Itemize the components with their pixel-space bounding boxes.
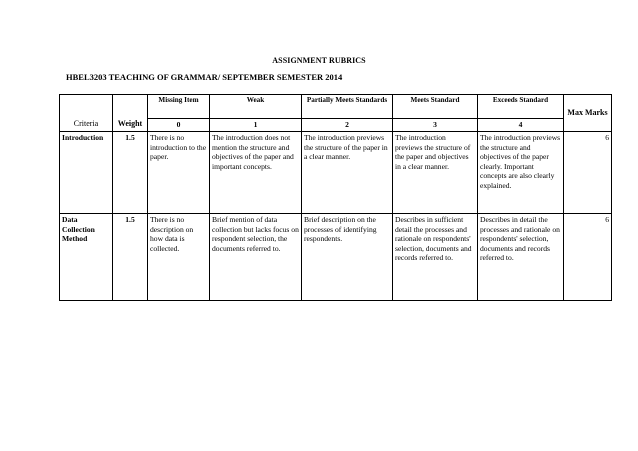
header-row: [60, 95, 612, 119]
rubric-table: [59, 94, 612, 301]
level-cell-3: The introduction previews the structure of the paper and objectives in a clear manner.: [393, 132, 478, 214]
level-cell-1: The introduction does not mention the structure and objectives of the paper and important concepts.: [210, 132, 302, 214]
level-header-missing-item: Missing Item: [148, 95, 210, 119]
document-subtitle: HBEL3203 TEACHING OF GRAMMAR/ SEPTEMBER SEMESTER 2014: [66, 72, 343, 82]
criteria-cell: Data Collection Method: [60, 214, 113, 301]
level-cell-2: The introduction previews the structure of the paper in a clear manner.: [302, 132, 393, 214]
criteria-cell: Introduction: [60, 132, 113, 214]
level-header-weak: Weak: [210, 95, 302, 119]
level-score-2: 2: [302, 119, 393, 132]
level-cell-4: The introduction previews the structure and objectives of the paper clearly. Important concepts are also clearly explained.: [478, 132, 564, 214]
level-cell-0: There is no description on how data is collected.: [148, 214, 210, 301]
max-marks-cell: 6: [564, 214, 612, 301]
level-header-exceeds-standard: Exceeds Standard: [478, 95, 564, 119]
level-header-meets-standard: Meets Standard: [393, 95, 478, 119]
level-score-1: 1: [210, 119, 302, 132]
weight-cell: 1.5: [113, 214, 148, 301]
level-header-partially-meets: Partially Meets Standards: [302, 95, 393, 119]
weight-cell: 1.5: [113, 132, 148, 214]
weight-header: Weight: [113, 95, 148, 132]
level-cell-3: Describes in sufficient detail the processes and rationale on respondents' selection, documents and records referred to.: [393, 214, 478, 301]
table-row: [60, 132, 612, 214]
table-row: [60, 214, 612, 301]
level-cell-1: Brief mention of data collection but lacks focus on respondent selection, the documents referred to.: [210, 214, 302, 301]
max-marks-cell: 6: [564, 132, 612, 214]
level-cell-0: There is no introduction to the paper.: [148, 132, 210, 214]
level-score-0: 0: [148, 119, 210, 132]
level-cell-2: Brief description on the processes of identifying respondents.: [302, 214, 393, 301]
level-cell-4: Describes in detail the processes and rationale on respondents' selection, documents and records referred to.: [478, 214, 564, 301]
document-title: ASSIGNMENT RUBRICS: [272, 56, 366, 65]
criteria-header: Criteria: [60, 95, 113, 132]
level-score-3: 3: [393, 119, 478, 132]
level-score-4: 4: [478, 119, 564, 132]
max-marks-header: Max Marks: [564, 95, 612, 132]
